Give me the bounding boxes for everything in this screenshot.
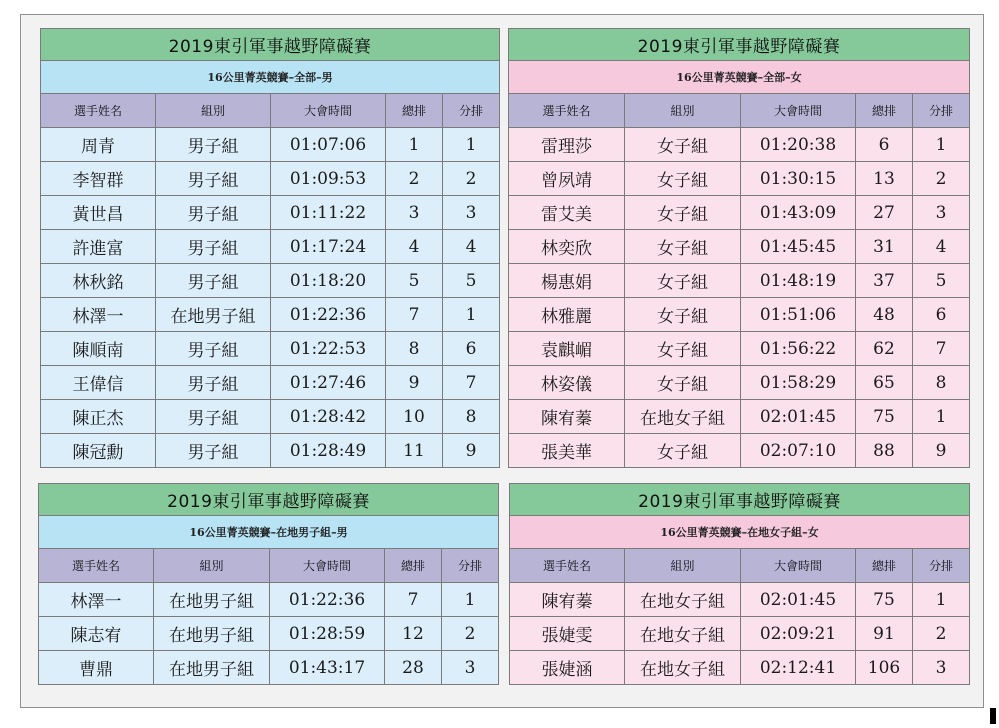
cell-group-rank: 8 bbox=[913, 366, 970, 400]
cell-name: 雷理莎 bbox=[509, 128, 625, 162]
cell-group-rank: 6 bbox=[913, 298, 970, 332]
table-row bbox=[509, 196, 970, 230]
cell-time: 02:07:10 bbox=[741, 434, 856, 468]
cell-group: 男子組 bbox=[156, 230, 271, 264]
header-overall-rank: 總排 bbox=[385, 549, 442, 583]
table-row bbox=[510, 583, 970, 617]
cell-group: 女子組 bbox=[625, 298, 741, 332]
cell-group: 男子組 bbox=[156, 264, 271, 298]
cell-name: 曹鼎 bbox=[39, 651, 154, 685]
cell-group-rank: 2 bbox=[442, 617, 499, 651]
table-title: 2019東引軍事越野障礙賽 bbox=[510, 484, 970, 516]
cell-group: 在地男子組 bbox=[154, 651, 270, 685]
header-group: 組別 bbox=[625, 549, 741, 583]
cell-name: 林澤一 bbox=[39, 583, 154, 617]
cell-time: 02:09:21 bbox=[741, 617, 856, 651]
table-row bbox=[41, 196, 500, 230]
cell-overall-rank: 9 bbox=[386, 366, 443, 400]
cell-group: 男子組 bbox=[156, 434, 271, 468]
cell-time: 02:01:45 bbox=[741, 400, 856, 434]
cell-time: 01:22:36 bbox=[270, 583, 385, 617]
cell-group-rank: 2 bbox=[913, 162, 970, 196]
results-table-local-men bbox=[38, 483, 499, 685]
table-row bbox=[509, 264, 970, 298]
cell-overall-rank: 28 bbox=[385, 651, 442, 685]
header-time: 大會時間 bbox=[741, 549, 856, 583]
cell-group-rank: 1 bbox=[913, 583, 970, 617]
cell-group: 男子組 bbox=[156, 332, 271, 366]
cell-time: 01:22:53 bbox=[271, 332, 386, 366]
cell-time: 01:28:59 bbox=[270, 617, 385, 651]
cell-group-rank: 9 bbox=[443, 434, 500, 468]
cell-name: 李智群 bbox=[41, 162, 156, 196]
cell-group: 男子組 bbox=[156, 366, 271, 400]
cell-group-rank: 3 bbox=[913, 651, 970, 685]
cell-time: 01:28:42 bbox=[271, 400, 386, 434]
table-row bbox=[509, 298, 970, 332]
header-overall-rank: 總排 bbox=[856, 94, 913, 128]
cell-name: 陳志宥 bbox=[39, 617, 154, 651]
cell-name: 黃世昌 bbox=[41, 196, 156, 230]
cell-group: 女子組 bbox=[625, 366, 741, 400]
cell-group: 男子組 bbox=[156, 400, 271, 434]
cell-time: 01:45:45 bbox=[741, 230, 856, 264]
cell-group: 在地女子組 bbox=[625, 583, 741, 617]
header-group: 組別 bbox=[156, 94, 271, 128]
cell-name: 林奕欣 bbox=[509, 230, 625, 264]
cell-time: 01:51:06 bbox=[741, 298, 856, 332]
cell-name: 曾夙靖 bbox=[509, 162, 625, 196]
table-subtitle: 16公里菁英競賽–在地女子組–女 bbox=[510, 516, 970, 549]
cell-name: 陳冠勳 bbox=[41, 434, 156, 468]
table-row bbox=[41, 230, 500, 264]
cell-time: 01:58:29 bbox=[741, 366, 856, 400]
results-table-men-overall bbox=[40, 28, 500, 468]
table-row bbox=[509, 434, 970, 468]
header-group-rank: 分排 bbox=[913, 94, 970, 128]
cell-group-rank: 1 bbox=[443, 128, 500, 162]
cell-group: 女子組 bbox=[625, 332, 741, 366]
table-row bbox=[41, 298, 500, 332]
table-title: 2019東引軍事越野障礙賽 bbox=[39, 484, 499, 516]
header-time: 大會時間 bbox=[271, 94, 386, 128]
cell-overall-rank: 75 bbox=[856, 400, 913, 434]
cell-name: 林雅麗 bbox=[509, 298, 625, 332]
cell-overall-rank: 13 bbox=[856, 162, 913, 196]
table-row bbox=[509, 400, 970, 434]
cell-name: 陳正杰 bbox=[41, 400, 156, 434]
cell-name: 張美華 bbox=[509, 434, 625, 468]
cell-group-rank: 5 bbox=[913, 264, 970, 298]
table-row bbox=[41, 366, 500, 400]
cell-group-rank: 1 bbox=[442, 583, 499, 617]
table-row bbox=[39, 583, 499, 617]
cell-overall-rank: 62 bbox=[856, 332, 913, 366]
cell-group-rank: 1 bbox=[443, 298, 500, 332]
cell-group-rank: 2 bbox=[913, 617, 970, 651]
cell-group-rank: 8 bbox=[443, 400, 500, 434]
cell-name: 林秋銘 bbox=[41, 264, 156, 298]
cell-name: 林姿儀 bbox=[509, 366, 625, 400]
table-row bbox=[510, 617, 970, 651]
table-title: 2019東引軍事越野障礙賽 bbox=[509, 29, 970, 61]
header-group: 組別 bbox=[154, 549, 270, 583]
cell-group: 在地男子組 bbox=[154, 583, 270, 617]
cell-group: 男子組 bbox=[156, 196, 271, 230]
cell-time: 01:18:20 bbox=[271, 264, 386, 298]
cell-name: 陳宥蓁 bbox=[510, 583, 625, 617]
cell-overall-rank: 11 bbox=[386, 434, 443, 468]
cell-overall-rank: 88 bbox=[856, 434, 913, 468]
table-row bbox=[39, 651, 499, 685]
header-name: 選手姓名 bbox=[39, 549, 154, 583]
cell-group-rank: 3 bbox=[442, 651, 499, 685]
cell-group: 在地女子組 bbox=[625, 651, 741, 685]
table-title: 2019東引軍事越野障礙賽 bbox=[41, 29, 500, 61]
cell-overall-rank: 48 bbox=[856, 298, 913, 332]
cell-group: 在地男子組 bbox=[156, 298, 271, 332]
cell-time: 02:01:45 bbox=[741, 583, 856, 617]
cell-overall-rank: 5 bbox=[386, 264, 443, 298]
cell-group-rank: 3 bbox=[913, 196, 970, 230]
cell-overall-rank: 3 bbox=[386, 196, 443, 230]
cell-name: 林澤一 bbox=[41, 298, 156, 332]
table-row bbox=[510, 651, 970, 685]
cell-time: 01:17:24 bbox=[271, 230, 386, 264]
cell-time: 01:30:15 bbox=[741, 162, 856, 196]
cell-time: 01:07:06 bbox=[271, 128, 386, 162]
cell-group-rank: 2 bbox=[443, 162, 500, 196]
cell-overall-rank: 75 bbox=[856, 583, 913, 617]
cell-time: 01:28:49 bbox=[271, 434, 386, 468]
cell-group: 女子組 bbox=[625, 162, 741, 196]
cell-group-rank: 7 bbox=[913, 332, 970, 366]
cell-overall-rank: 4 bbox=[386, 230, 443, 264]
table-row bbox=[509, 162, 970, 196]
cell-name: 周青 bbox=[41, 128, 156, 162]
table-row bbox=[41, 264, 500, 298]
cell-time: 01:56:22 bbox=[741, 332, 856, 366]
cell-overall-rank: 2 bbox=[386, 162, 443, 196]
results-table-local-women bbox=[509, 483, 970, 685]
header-name: 選手姓名 bbox=[509, 94, 625, 128]
header-overall-rank: 總排 bbox=[856, 549, 913, 583]
cell-time: 01:09:53 bbox=[271, 162, 386, 196]
cell-group: 女子組 bbox=[625, 196, 741, 230]
table-row bbox=[39, 617, 499, 651]
cell-group-rank: 1 bbox=[913, 400, 970, 434]
cell-group: 女子組 bbox=[625, 264, 741, 298]
cell-group-rank: 7 bbox=[443, 366, 500, 400]
cell-time: 02:12:41 bbox=[741, 651, 856, 685]
cell-time: 01:20:38 bbox=[741, 128, 856, 162]
header-group-rank: 分排 bbox=[443, 94, 500, 128]
cell-overall-rank: 65 bbox=[856, 366, 913, 400]
table-subtitle: 16公里菁英競賽–全部–女 bbox=[509, 61, 970, 94]
cell-overall-rank: 7 bbox=[386, 298, 443, 332]
header-overall-rank: 總排 bbox=[386, 94, 443, 128]
cell-time: 01:43:17 bbox=[270, 651, 385, 685]
cell-overall-rank: 6 bbox=[856, 128, 913, 162]
corner-mark bbox=[990, 708, 996, 724]
header-name: 選手姓名 bbox=[41, 94, 156, 128]
cell-name: 雷艾美 bbox=[509, 196, 625, 230]
cell-name: 楊惠娟 bbox=[509, 264, 625, 298]
cell-group: 女子組 bbox=[625, 434, 741, 468]
cell-time: 01:48:19 bbox=[741, 264, 856, 298]
cell-overall-rank: 106 bbox=[856, 651, 913, 685]
header-group: 組別 bbox=[625, 94, 741, 128]
cell-name: 張婕雯 bbox=[510, 617, 625, 651]
cell-time: 01:11:22 bbox=[271, 196, 386, 230]
cell-overall-rank: 12 bbox=[385, 617, 442, 651]
cell-group: 男子組 bbox=[156, 162, 271, 196]
table-row bbox=[41, 128, 500, 162]
cell-group-rank: 5 bbox=[443, 264, 500, 298]
table-row bbox=[41, 162, 500, 196]
cell-group: 在地男子組 bbox=[154, 617, 270, 651]
cell-overall-rank: 1 bbox=[386, 128, 443, 162]
cell-overall-rank: 31 bbox=[856, 230, 913, 264]
cell-group-rank: 1 bbox=[913, 128, 970, 162]
header-group-rank: 分排 bbox=[442, 549, 499, 583]
table-row bbox=[41, 434, 500, 468]
cell-name: 陳順南 bbox=[41, 332, 156, 366]
table-subtitle: 16公里菁英競賽–全部–男 bbox=[41, 61, 500, 94]
cell-group-rank: 9 bbox=[913, 434, 970, 468]
header-time: 大會時間 bbox=[741, 94, 856, 128]
cell-overall-rank: 37 bbox=[856, 264, 913, 298]
header-time: 大會時間 bbox=[270, 549, 385, 583]
cell-overall-rank: 8 bbox=[386, 332, 443, 366]
table-row bbox=[41, 400, 500, 434]
header-name: 選手姓名 bbox=[510, 549, 625, 583]
cell-name: 許進富 bbox=[41, 230, 156, 264]
results-table-women-overall bbox=[508, 28, 970, 468]
table-row bbox=[509, 332, 970, 366]
cell-group: 在地女子組 bbox=[625, 400, 741, 434]
cell-group: 在地女子組 bbox=[625, 617, 741, 651]
cell-time: 01:43:09 bbox=[741, 196, 856, 230]
cell-group-rank: 6 bbox=[443, 332, 500, 366]
cell-group-rank: 4 bbox=[913, 230, 970, 264]
cell-group-rank: 3 bbox=[443, 196, 500, 230]
cell-overall-rank: 27 bbox=[856, 196, 913, 230]
cell-group: 女子組 bbox=[625, 128, 741, 162]
cell-time: 01:27:46 bbox=[271, 366, 386, 400]
cell-name: 張婕涵 bbox=[510, 651, 625, 685]
header-group-rank: 分排 bbox=[913, 549, 970, 583]
cell-group: 男子組 bbox=[156, 128, 271, 162]
cell-overall-rank: 10 bbox=[386, 400, 443, 434]
table-row bbox=[509, 230, 970, 264]
cell-overall-rank: 7 bbox=[385, 583, 442, 617]
table-row bbox=[509, 366, 970, 400]
cell-name: 陳宥蓁 bbox=[509, 400, 625, 434]
cell-name: 袁麒嵋 bbox=[509, 332, 625, 366]
cell-overall-rank: 91 bbox=[856, 617, 913, 651]
table-row bbox=[509, 128, 970, 162]
cell-group: 女子組 bbox=[625, 230, 741, 264]
cell-group-rank: 4 bbox=[443, 230, 500, 264]
table-row bbox=[41, 332, 500, 366]
cell-time: 01:22:36 bbox=[271, 298, 386, 332]
cell-name: 王偉信 bbox=[41, 366, 156, 400]
table-subtitle: 16公里菁英競賽–在地男子組–男 bbox=[39, 516, 499, 549]
